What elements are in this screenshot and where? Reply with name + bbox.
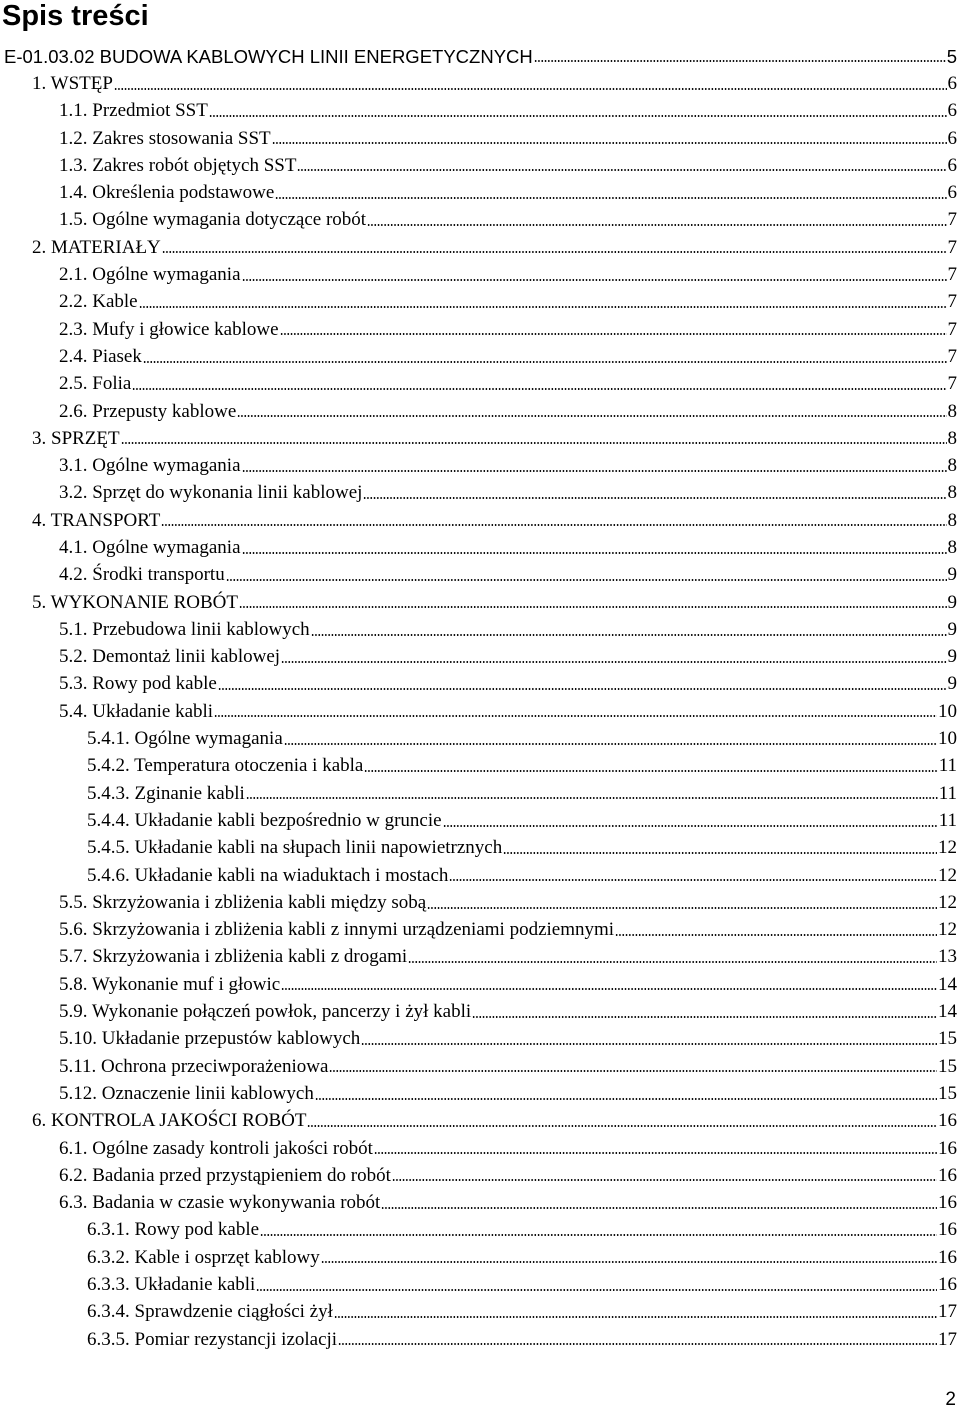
toc-entry-label: 2.6. Przepusty kablowe [59,400,237,422]
dot-leader [281,660,946,664]
toc-entry[interactable] [0,1326,960,1353]
toc-entry-label: 5.4.2. Temperatura otoczenia i kabla [87,755,364,777]
toc-entry-page: 9 [947,673,957,695]
toc-entry-page: 7 [947,345,957,367]
toc-entry-label: 1. WSTĘP [32,72,113,94]
toc-entry-label: 5.4.4. Układanie kabli bezpośrednio w gruncie [87,809,442,831]
toc-entry[interactable] [0,944,960,971]
page-title: Spis treści [2,0,149,32]
dot-leader [214,714,937,718]
dot-leader [209,114,947,118]
toc-entry-label: 3.1. Ogólne wymagania [59,455,241,477]
toc-entry-page: 15 [938,1028,957,1050]
toc-entry-page: 16 [938,1110,957,1132]
toc-entry[interactable] [0,998,960,1025]
dot-leader [503,851,937,855]
toc-entry-page: 8 [947,427,957,449]
toc-entry[interactable] [0,43,960,70]
toc-entry-label: 6.3.4. Sprawdzenie ciągłości żył [87,1301,333,1323]
toc-entry-label: 5.9. Wykonanie połączeń powłok, pancerzy i żył kabli [59,1001,472,1023]
toc-entry-page: 10 [938,728,957,750]
toc-entry-page: 16 [938,1137,957,1159]
toc-entry-page: 14 [938,1001,957,1023]
toc-entry-label: 5.5. Skrzyżowania i zbliżenia kabli między sobą [59,891,427,913]
toc-entry[interactable] [0,316,960,343]
toc-entry-page: 8 [947,536,957,558]
dot-leader [239,605,947,609]
dot-leader [392,1178,937,1182]
toc-entry[interactable] [0,753,960,780]
toc-entry-label: 4.1. Ogólne wymagania [59,536,241,558]
toc-entry-page: 7 [947,264,957,286]
toc-entry-page: 7 [947,373,957,395]
toc-entry-page: 13 [938,946,957,968]
toc-entry[interactable] [0,616,960,643]
toc-entry-label: 6.1. Ogólne zasady kontroli jakości robót [59,1137,373,1159]
dot-leader [329,1069,937,1073]
toc-entry-label: 2.1. Ogólne wymagania [59,264,241,286]
toc-entry-label: 5.3. Rowy pod kable [59,673,217,695]
dot-leader [132,387,946,391]
toc-entry-label: 6.3.1. Rowy pod kable [87,1219,260,1241]
toc-entry[interactable] [0,862,960,889]
toc-entry-page: 8 [947,509,957,531]
toc-entry[interactable] [0,289,960,316]
toc-entry-label: 5.12. Oznaczenie linii kablowych [59,1082,314,1104]
toc-entry-page: 8 [947,482,957,504]
toc-entry-page: 6 [947,72,957,94]
toc-entry-page: 9 [947,591,957,613]
dot-leader [615,933,937,937]
toc-entry[interactable] [0,835,960,862]
toc-entry-page: 9 [947,564,957,586]
toc-entry-label: 5.11. Ochrona przeciwporażeniowa [59,1055,329,1077]
dot-leader [449,878,937,882]
toc-entry[interactable] [0,371,960,398]
toc-entry-page: 16 [938,1274,957,1295]
toc-entry[interactable] [0,207,960,234]
toc-entry[interactable] [0,1135,960,1162]
toc-entry-label: 6.3.3. Układanie kabli [87,1274,256,1295]
dot-leader [334,1315,937,1319]
dot-leader [338,1342,937,1346]
toc-entry[interactable] [0,1053,960,1080]
dot-leader [374,1151,937,1155]
toc-entry-page: 6 [947,127,957,149]
toc-entry[interactable] [0,343,960,370]
toc-entry-page: 7 [947,318,957,340]
toc-entry-page: 8 [947,455,957,477]
dot-leader [237,414,946,418]
toc-entry-label: 1.5. Ogólne wymagania dotyczące robót [59,209,367,231]
dot-leader [246,796,938,800]
toc-entry[interactable] [0,1080,960,1107]
dot-leader [275,196,946,200]
toc-entry-page: 8 [947,400,957,422]
dot-leader [242,551,947,555]
toc-entry-label: 5.4.1. Ogólne wymagania [87,728,283,750]
dot-leader [143,360,947,364]
toc-entry-label: 6.3.5. Pomiar rezystancji izolacji [87,1328,338,1350]
dot-leader [363,496,946,500]
toc-entry[interactable] [0,507,960,534]
toc-entry-page: 17 [938,1328,957,1350]
toc-entry[interactable] [0,234,960,261]
toc-entry[interactable] [0,70,960,97]
toc-entry[interactable] [0,1299,960,1326]
toc-entry[interactable] [0,671,960,698]
toc-entry[interactable] [0,398,960,425]
toc-entry-label: 5.4.6. Układanie kabli na wiaduktach i mostach [87,864,449,886]
toc-entry[interactable] [0,1244,960,1271]
toc-entry-label: 1.3. Zakres robót objętych SST [59,154,297,176]
toc-entry-label: 2. MATERIAŁY [32,236,161,258]
toc-entry[interactable] [0,179,960,206]
toc-entry[interactable] [0,807,960,834]
toc-entry[interactable] [0,152,960,179]
toc-entry-page: 11 [938,755,957,777]
dot-leader [307,1124,937,1128]
toc-entry-label: 3. SPRZĘT [32,427,120,449]
dot-leader [242,278,947,282]
toc-entry-label: 5.4.3. Zginanie kabli [87,782,245,804]
toc-entry-label: 2.4. Piasek [59,345,142,367]
dot-leader [315,1097,937,1101]
dot-leader [381,1206,937,1210]
toc-entry[interactable] [0,534,960,561]
dot-leader [311,633,947,637]
toc-entry[interactable] [0,589,960,616]
toc-entry-page: 12 [938,864,957,886]
toc-entry-page: 10 [938,700,957,722]
toc-entry[interactable] [0,98,960,125]
toc-entry-page: 12 [938,837,957,859]
toc-entry-page: 6 [947,100,957,122]
toc-entry-label: 6. KONTROLA JAKOŚCI ROBÓT [32,1110,307,1132]
dot-leader [364,769,937,773]
dot-leader [272,141,947,145]
dot-leader [218,687,947,691]
toc-entry-page: 14 [938,973,957,995]
page-number: 2 [945,1389,956,1410]
dot-leader [408,960,937,964]
toc-entry-label: 2.3. Mufy i głowice kablowe [59,318,279,340]
toc-entry-label: 2.5. Folia [59,373,132,395]
toc-entry-page: 16 [938,1164,957,1186]
dot-leader [284,742,937,746]
toc-entry-label: 2.2. Kable [59,291,138,313]
toc-entry-page: 9 [947,646,957,668]
dot-leader [114,87,947,91]
dot-leader [361,1042,937,1046]
dot-leader [260,1233,937,1237]
toc-entry[interactable] [0,971,960,998]
toc-entry[interactable] [0,725,960,752]
toc-entry[interactable] [0,425,960,452]
toc-entry-label: 1.4. Określenia podstawowe [59,182,275,204]
dot-leader [162,250,947,254]
toc-entry[interactable] [0,125,960,152]
toc-entry[interactable] [0,1217,960,1244]
table-of-contents [0,43,960,1353]
toc-entry-label: 5.4. Układanie kabli [59,700,214,722]
toc-entry-page: 12 [938,891,957,913]
toc-entry-page: 17 [938,1301,957,1323]
dot-leader [121,441,947,445]
dot-leader [321,1260,937,1264]
dot-leader [242,469,947,473]
toc-entry[interactable] [0,889,960,916]
toc-entry[interactable] [0,1108,960,1135]
toc-entry-label: 6.2. Badania przed przystąpieniem do robót [59,1164,391,1186]
toc-entry-page: 7 [947,236,957,258]
toc-entry-page: 7 [947,291,957,313]
toc-entry[interactable] [0,1271,960,1298]
toc-entry-label: 5.1. Przebudowa linii kablowych [59,618,310,640]
dot-leader [427,906,937,910]
toc-entry-page: 15 [938,1082,957,1104]
toc-entry[interactable] [0,917,960,944]
toc-entry[interactable] [0,1162,960,1189]
dot-leader [534,59,946,63]
toc-entry[interactable] [0,780,960,807]
dot-leader [280,332,947,336]
toc-entry-label: 1.1. Przedmiot SST [59,100,208,122]
toc-entry-label: 6.3.2. Kable i osprzęt kablowy [87,1246,320,1268]
toc-entry-page: 5 [946,45,957,67]
toc-entry-label: 5.4.5. Układanie kabli na słupach linii napowietrznych [87,837,503,859]
dot-leader [443,824,938,828]
toc-entry-page: 7 [947,209,957,231]
dot-leader [161,523,946,527]
toc-entry-page: 11 [938,782,957,804]
toc-entry-label: 1.2. Zakres stosowania SST [59,127,271,149]
dot-leader [256,1288,937,1292]
dot-leader [139,305,947,309]
toc-entry[interactable] [0,1026,960,1053]
toc-entry-label: E-01.03.02 BUDOWA KABLOWYCH LINII ENERGETYCZNYCH [4,45,533,67]
toc-entry-label: 5.10. Układanie przepustów kablowych [59,1028,361,1050]
toc-entry-label: 5.2. Demontaż linii kablowej [59,646,281,668]
toc-entry-page: 16 [938,1219,957,1241]
toc-entry-label: 5. WYKONANIE ROBÓT [32,591,238,613]
toc-entry[interactable] [0,452,960,479]
toc-entry[interactable] [0,562,960,589]
toc-entry-label: 5.8. Wykonanie muf i głowic [59,973,281,995]
toc-entry-page: 12 [938,919,957,941]
toc-entry-page: 16 [938,1246,957,1268]
toc-entry[interactable] [0,261,960,288]
toc-entry-page: 6 [947,182,957,204]
dot-leader [472,1015,937,1019]
toc-entry-page: 16 [938,1192,957,1214]
toc-entry-label: 4.2. Środki transportu [59,564,225,586]
dot-leader [281,987,937,991]
toc-entry-label: 6.3. Badania w czasie wykonywania robót [59,1192,381,1214]
toc-entry-page: 15 [938,1055,957,1077]
toc-entry-page: 9 [947,618,957,640]
toc-entry[interactable] [0,480,960,507]
dot-leader [226,578,947,582]
toc-entry-label: 5.6. Skrzyżowania i zbliżenia kabli z innymi urządzeniami podziemnymi [59,919,615,941]
toc-entry[interactable] [0,644,960,671]
toc-entry[interactable] [0,1189,960,1216]
toc-entry-label: 5.7. Skrzyżowania i zbliżenia kabli z drogami [59,946,408,968]
toc-entry[interactable] [0,698,960,725]
dot-leader [367,223,946,227]
toc-entry-label: 4. TRANSPORT [32,509,161,531]
toc-entry-label: 3.2. Sprzęt do wykonania linii kablowej [59,482,363,504]
toc-entry-page: 11 [938,809,957,831]
dot-leader [297,168,946,172]
toc-entry-page: 6 [947,154,957,176]
